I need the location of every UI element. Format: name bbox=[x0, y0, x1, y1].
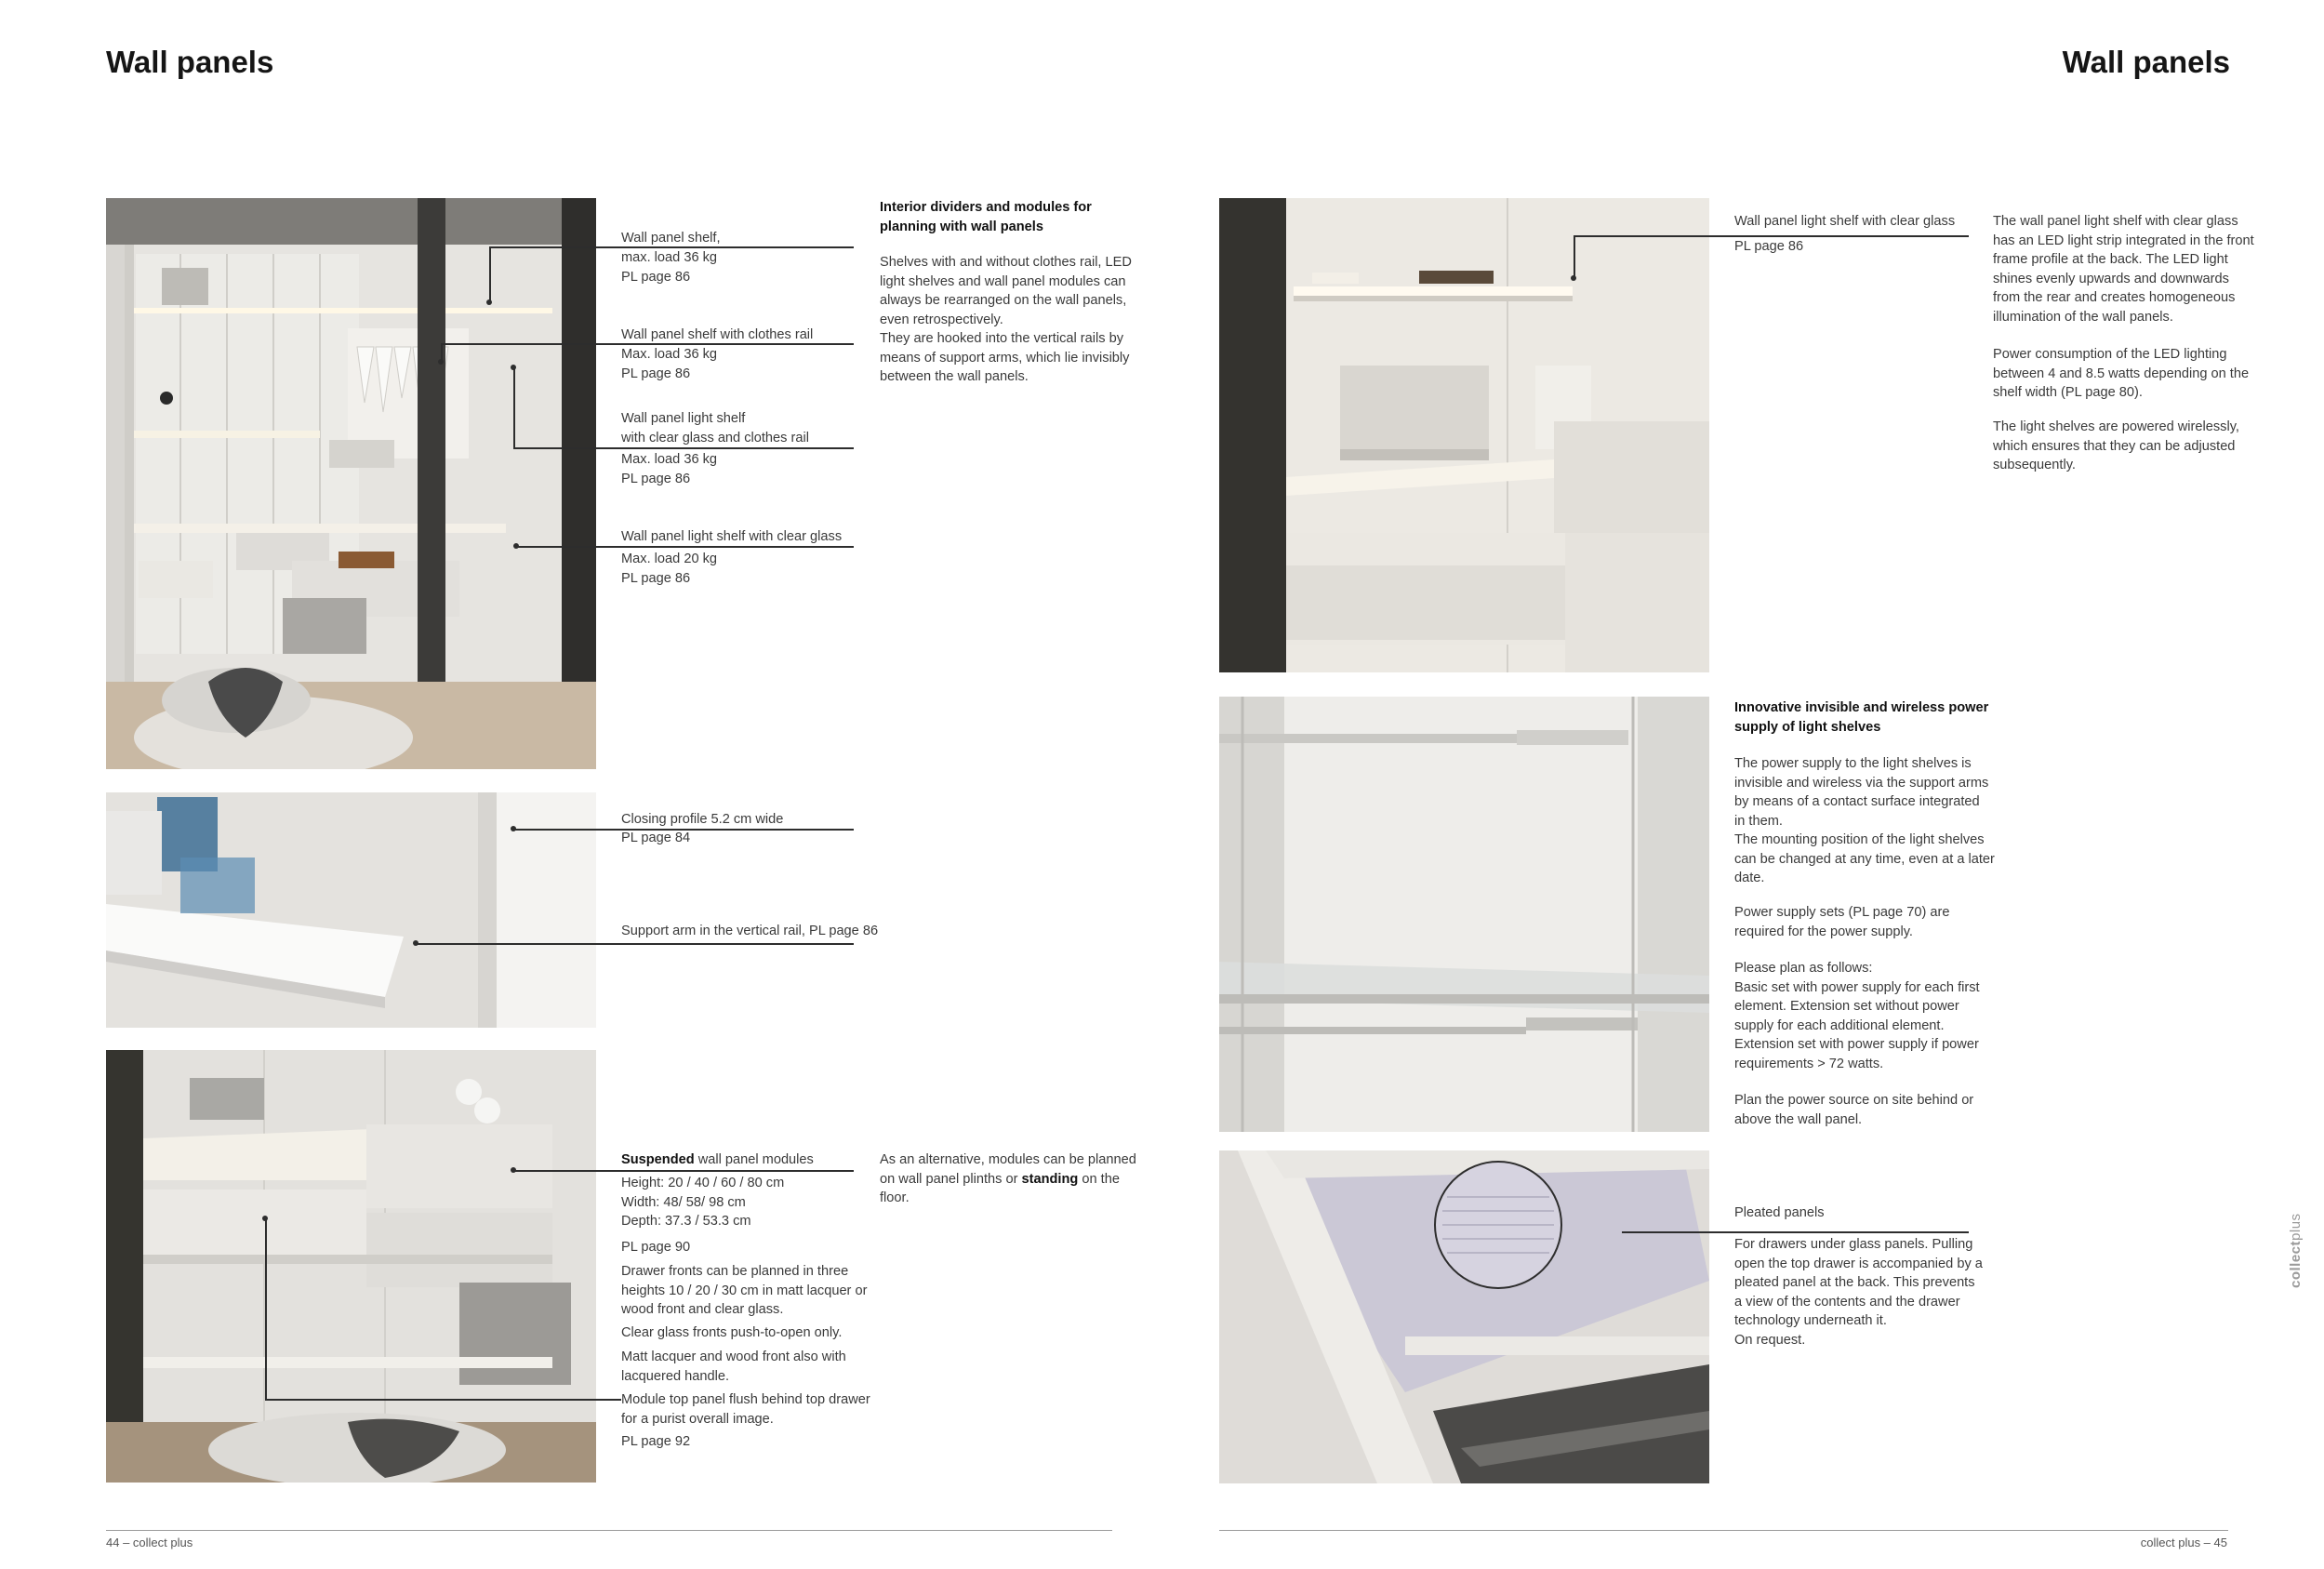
label-support-title: Support arm in the vertical rail, PL page 86 bbox=[621, 924, 879, 938]
innovative-heading: Innovative invisible and wireless power supply of light shelves bbox=[1734, 700, 1989, 735]
callout-dot-closing bbox=[511, 826, 516, 831]
callout-dot-shelf-rail bbox=[438, 359, 444, 365]
modules-heading-rest: wall panel modules bbox=[694, 1152, 814, 1167]
callout-leader-shelf bbox=[489, 246, 491, 302]
callout-line-pleated bbox=[1622, 1231, 1969, 1233]
callout-line-light-rail bbox=[513, 447, 854, 449]
label-light-rail-title: Wall panel light shelf with clear glass and clothes rail bbox=[621, 411, 809, 445]
side-brand-light: plus bbox=[2288, 1213, 2304, 1241]
callout-line-module-top bbox=[265, 1399, 621, 1401]
left-footer: 44 – collect plus bbox=[106, 1536, 193, 1549]
right-footer-rule bbox=[1219, 1530, 2228, 1531]
intro-heading: Interior dividers and modules for planning with wall panels bbox=[880, 200, 1092, 234]
side-brand bbox=[2288, 1213, 2304, 1288]
callout-line-support bbox=[416, 943, 854, 945]
label-wall-panel-shelf-body: max. load 36 kg PL page 86 bbox=[621, 250, 718, 285]
alternative-text bbox=[880, 1150, 1136, 1208]
innovative-p2: Power supply sets (PL page 70) are required for the power supply. bbox=[1734, 905, 1950, 939]
modules-pl-page-90: PL page 90 bbox=[621, 1240, 691, 1255]
right-page-title: Wall panels bbox=[2062, 45, 2230, 79]
callout-dot-shelf bbox=[486, 299, 492, 305]
pleated-body: For drawers under glass panels. Pulling open the top drawer is accompanied by a pleated panel at the back. This prevents a view of the contents and the drawer technology underneath it. On request. bbox=[1734, 1237, 1983, 1348]
light-shelf-photo bbox=[1219, 198, 1709, 672]
pleated-title: Pleated panels bbox=[1734, 1205, 1825, 1220]
callout-dot-light-shelf bbox=[1571, 275, 1576, 281]
label-wall-panel-shelf-title: Wall panel shelf, bbox=[621, 231, 721, 246]
modules-pl-page-92: PL page 92 bbox=[621, 1434, 691, 1449]
modules-heading-bold: Suspended bbox=[621, 1152, 695, 1167]
modules-top-panel: Module top panel flush behind top drawer for a purist overall image. bbox=[621, 1392, 870, 1427]
label-closing-title: Closing profile 5.2 cm wide bbox=[621, 812, 784, 827]
led-text: The wall panel light shelf with clear glass has an LED light strip integrated in the front frame profile at the back. The LED light shines evenly upwards and downwards from the rear and creates homogeneous illumination of the wall panels. bbox=[1993, 214, 2254, 325]
label-right-light-shelf-title: Wall panel light shelf with clear glass bbox=[1734, 214, 1956, 229]
wireless-text: The light shelves are powered wirelessly, which ensures that they can be adjusted subsequently. bbox=[1993, 419, 2239, 472]
label-light-glass-body: Max. load 20 kg PL page 86 bbox=[621, 552, 718, 586]
intro-body: Shelves with and without clothes rail, LED light shelves and wall panel modules can always be rearranged on the wall panels, even retrospectively. They are hooked into the vertical rails by means of support arms, which lie invisibly between the wall panels. bbox=[880, 255, 1132, 384]
innovative-p4: Plan the power source on site behind or above the wall panel. bbox=[1734, 1093, 1974, 1127]
modules-dimensions: Height: 20 / 40 / 60 / 80 cm Width: 48/ 58/ 98 cm Depth: 37.3 / 53.3 cm bbox=[621, 1176, 785, 1229]
modules-matt-lacquer: Matt lacquer and wood front also with lacquered handle. bbox=[621, 1350, 846, 1384]
closing-profile-photo bbox=[106, 792, 596, 1028]
callout-leader-light-rail bbox=[513, 367, 515, 448]
alternative-part1: As an alternative, modules can be planned on wall panel plinths or bbox=[880, 1152, 1136, 1187]
label-light-glass-title: Wall panel light shelf with clear glass bbox=[621, 529, 843, 544]
support-arm-glass-photo bbox=[1219, 697, 1709, 1132]
side-brand-bold: collect bbox=[2288, 1240, 2304, 1288]
callout-leader-module-top bbox=[265, 1218, 267, 1400]
callout-dot-modules bbox=[511, 1167, 516, 1173]
callout-dot-light-glass bbox=[513, 543, 519, 549]
label-closing-body: PL page 84 bbox=[621, 831, 691, 845]
label-right-light-shelf-body: PL page 86 bbox=[1734, 239, 1804, 254]
callout-line-modules bbox=[513, 1170, 854, 1172]
innovative-p3: Please plan as follows: Basic set with power supply for each first element. Extension set without power supply for each additional element. Extension set with power supply if power requirements > 72 watts. bbox=[1734, 961, 1980, 1071]
left-footer-rule bbox=[106, 1530, 1112, 1531]
walk-in-wardrobe-photo bbox=[106, 198, 596, 769]
alternative-part2: on the floor. bbox=[880, 1171, 1120, 1205]
label-shelf-rail-title: Wall panel shelf with clothes rail bbox=[621, 327, 814, 342]
left-page-title: Wall panels bbox=[106, 45, 274, 79]
callout-dot-module-top bbox=[262, 1216, 268, 1221]
label-light-rail-body: Max. load 36 kg PL page 86 bbox=[621, 452, 718, 486]
callout-leader-light-shelf bbox=[1574, 235, 1575, 277]
modules-clear-glass: Clear glass fronts push-to-open only. bbox=[621, 1325, 843, 1340]
suspended-modules-photo bbox=[106, 1050, 596, 1483]
power-consumption-text: Power consumption of the LED lighting between 4 and 8.5 watts depending on the shelf width (PL page 80). bbox=[1993, 347, 2250, 400]
callout-dot-support bbox=[413, 940, 418, 946]
callout-dot-light-rail bbox=[511, 365, 516, 370]
label-shelf-rail-body: Max. load 36 kg PL page 86 bbox=[621, 347, 718, 381]
modules-drawer-fronts: Drawer fronts can be planned in three heights 10 / 20 / 30 cm in matt lacquer or wood front and clear glass. bbox=[621, 1264, 868, 1317]
innovative-p1: The power supply to the light shelves is invisible and wireless via the support arms by means of a contact surface integrated in them. The mounting position of the light shelves can be changed at any time, even at a later date. bbox=[1734, 756, 1995, 885]
modules-heading bbox=[621, 1150, 814, 1170]
pleated-panels-photo bbox=[1219, 1150, 1709, 1483]
right-footer: collect plus – 45 bbox=[2140, 1536, 2227, 1549]
alternative-bold: standing bbox=[1021, 1171, 1079, 1187]
